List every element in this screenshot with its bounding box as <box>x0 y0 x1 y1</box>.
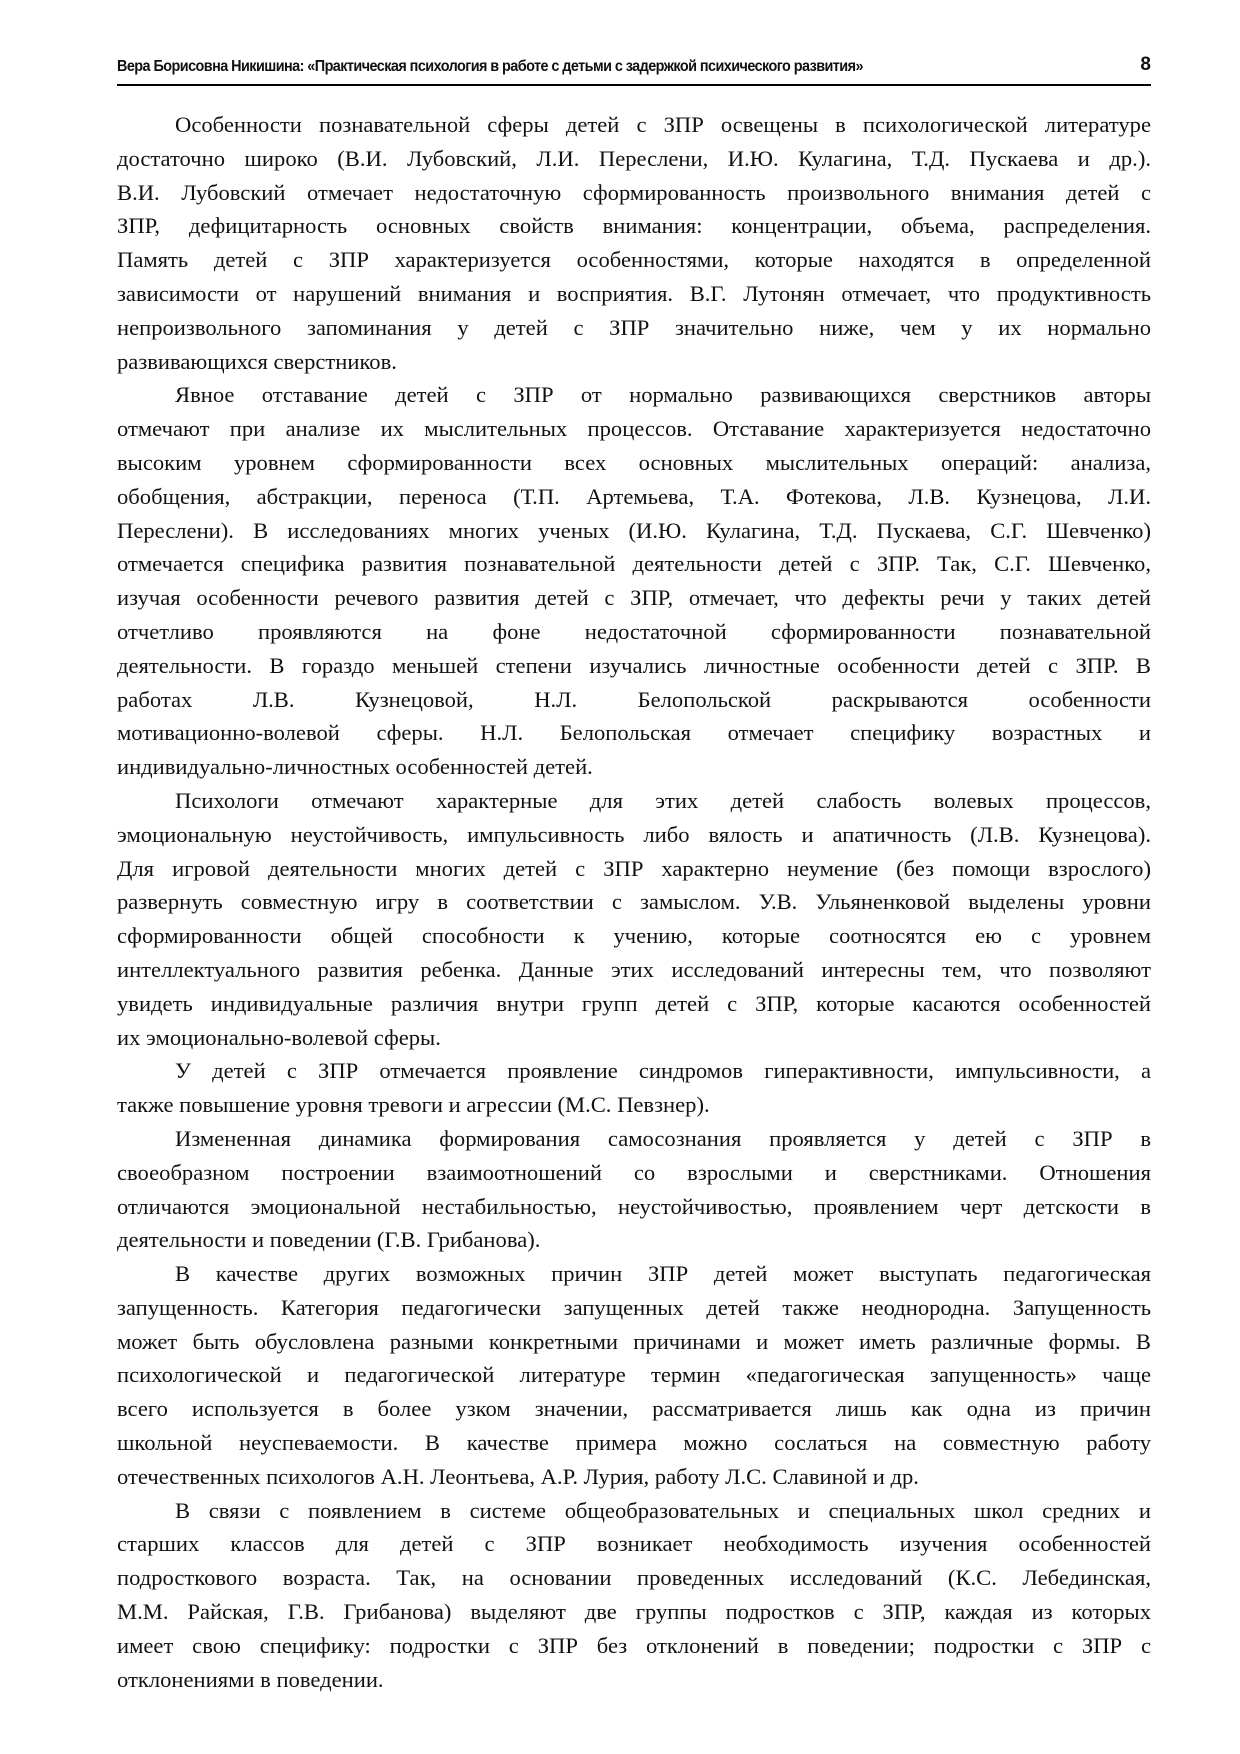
text-line: отчетливо проявляются на фоне недостаточной сформированности познавательной <box>117 618 1151 644</box>
text-line: В.И. Лубовский отмечает недостаточную сформированность произвольного внимания детей с <box>117 179 1151 205</box>
text-line: отмечается специфика развития познавательной деятельности детей с ЗПР. Так, С.Г. Шевченко, <box>117 551 1151 577</box>
text-line: непроизвольного запоминания у детей с ЗПР значительно ниже, чем у их нормально <box>117 314 1151 340</box>
text-line: также повышение уровня тревоги и агрессии (М.С. Певзнер). <box>117 1092 710 1118</box>
text-line: В связи с появлением в системе общеобразовательных и специальных школ средних и <box>175 1497 1151 1523</box>
text-line: деятельности и поведении (Г.В. Грибанова). <box>117 1227 541 1253</box>
paragraph <box>117 784 1151 1054</box>
paragraph <box>117 1122 1151 1257</box>
paragraph <box>117 1054 1151 1122</box>
text-line: старших классов для детей с ЗПР возникает необходимость изучения особенностей <box>117 1531 1151 1557</box>
text-line: достаточно широко (В.И. Лубовский, Л.И. Переслени, И.Ю. Кулагина, Т.Д. Пускаева и др.). <box>117 145 1151 171</box>
text-line: М.М. Райская, Г.В. Грибанова) выделяют две группы подростков с ЗПР, каждая из которых <box>117 1599 1151 1625</box>
text-line: индивидуально-личностных особенностей детей. <box>117 754 593 780</box>
text-line: развернуть совместную игру в соответствии с замыслом. У.В. Ульяненковой выделены уровни <box>117 889 1151 915</box>
header-title: Вера Борисовна Никишина: «Практическая психология в работе с детьми с задержкой психического развития» <box>117 58 863 75</box>
text-line: высоким уровнем сформированности всех основных мыслительных операций: анализа, <box>117 449 1151 475</box>
paragraph <box>117 108 1151 378</box>
text-line: зависимости от нарушений внимания и восприятия. В.Г. Лутонян отмечает, что продуктивность <box>117 280 1151 306</box>
text-line: подросткового возраста. Так, на основании проведенных исследований (К.С. Лебединская, <box>117 1565 1151 1591</box>
text-line: эмоциональную неустойчивость, импульсивность либо вялость и апатичность (Л.В. Кузнецова). <box>117 821 1151 847</box>
text-line: У детей с ЗПР отмечается проявление синдромов гиперактивности, импульсивности, а <box>175 1058 1151 1084</box>
text-line: развивающихся сверстников. <box>117 348 397 374</box>
text-line: всего используется в более узком значении, рассматривается лишь как одна из причин <box>117 1396 1151 1422</box>
text-line: обобщения, абстракции, переноса (Т.П. Артемьева, Т.А. Фотекова, Л.В. Кузнецова, Л.И. <box>117 483 1151 509</box>
paragraph <box>117 1257 1151 1494</box>
page-number: 8 <box>1140 54 1151 75</box>
text-line: имеет свою специфику: подростки с ЗПР без отклонений в поведении; подростки с ЗПР с <box>117 1632 1151 1658</box>
body-text <box>117 108 1151 1696</box>
text-line: Переслени). В исследованиях многих ученых (И.Ю. Кулагина, Т.Д. Пускаева, С.Г. Шевченко) <box>117 517 1151 543</box>
text-line: мотивационно-волевой сферы. Н.Л. Белопольская отмечает специфику возрастных и <box>117 720 1151 746</box>
text-line: увидеть индивидуальные различия внутри групп детей с ЗПР, которые касаются особенностей <box>117 990 1151 1016</box>
text-line: изучая особенности речевого развития детей с ЗПР, отмечает, что дефекты речи у таких детей <box>117 585 1151 611</box>
text-line: Для игровой деятельности многих детей с ЗПР характерно неумение (без помощи взрослого) <box>117 855 1151 881</box>
text-line: отклонениями в поведении. <box>117 1666 384 1692</box>
text-line: работах Л.В. Кузнецовой, Н.Л. Белопольской раскрываются особенности <box>117 686 1151 712</box>
paragraph <box>117 378 1151 784</box>
text-line: сформированности общей способности к учению, которые соотносятся ею с уровнем <box>117 923 1151 949</box>
text-line: отечественных психологов А.Н. Леонтьева, А.Р. Лурия, работу Л.С. Славиной и др. <box>117 1463 919 1489</box>
text-line: Психологи отмечают характерные для этих детей слабость волевых процессов, <box>175 787 1151 813</box>
paragraph <box>117 1494 1151 1697</box>
running-header <box>117 56 1151 86</box>
text-line: отмечают при анализе их мыслительных процессов. Отставание характеризуется недостаточно <box>117 416 1151 442</box>
text-line: запущенность. Категория педагогически запущенных детей также неоднородна. Запущенность <box>117 1294 1151 1320</box>
text-line: своеобразном построении взаимоотношений со взрослыми и сверстниками. Отношения <box>117 1159 1151 1185</box>
text-line: школьной неуспеваемости. В качестве примера можно сослаться на совместную работу <box>117 1430 1151 1456</box>
text-line: Явное отставание детей с ЗПР от нормально развивающихся сверстников авторы <box>175 382 1151 408</box>
text-line: их эмоционально-волевой сферы. <box>117 1024 441 1050</box>
text-line: отличаются эмоциональной нестабильностью, неустойчивостью, проявлением черт детскости в <box>117 1193 1151 1219</box>
text-line: деятельности. В гораздо меньшей степени изучались личностные особенности детей с ЗПР. В <box>117 652 1151 678</box>
text-line: В качестве других возможных причин ЗПР детей может выступать педагогическая <box>175 1261 1151 1287</box>
text-line: Измененная динамика формирования самосознания проявляется у детей с ЗПР в <box>175 1125 1151 1151</box>
text-line: Память детей с ЗПР характеризуется особенностями, которые находятся в определенной <box>117 247 1151 273</box>
text-line: психологической и педагогической литературе термин «педагогическая запущенность» чаще <box>117 1362 1151 1388</box>
text-line: интеллектуального развития ребенка. Данные этих исследований интересны тем, что позволяют <box>117 956 1151 982</box>
text-line: может быть обусловлена разными конкретными причинами и может иметь различные формы. В <box>117 1328 1151 1354</box>
text-line: Особенности познавательной сферы детей с ЗПР освещены в психологической литературе <box>175 112 1151 137</box>
text-line: ЗПР, дефицитарность основных свойств внимания: концентрации, объема, распределения. <box>117 213 1151 239</box>
